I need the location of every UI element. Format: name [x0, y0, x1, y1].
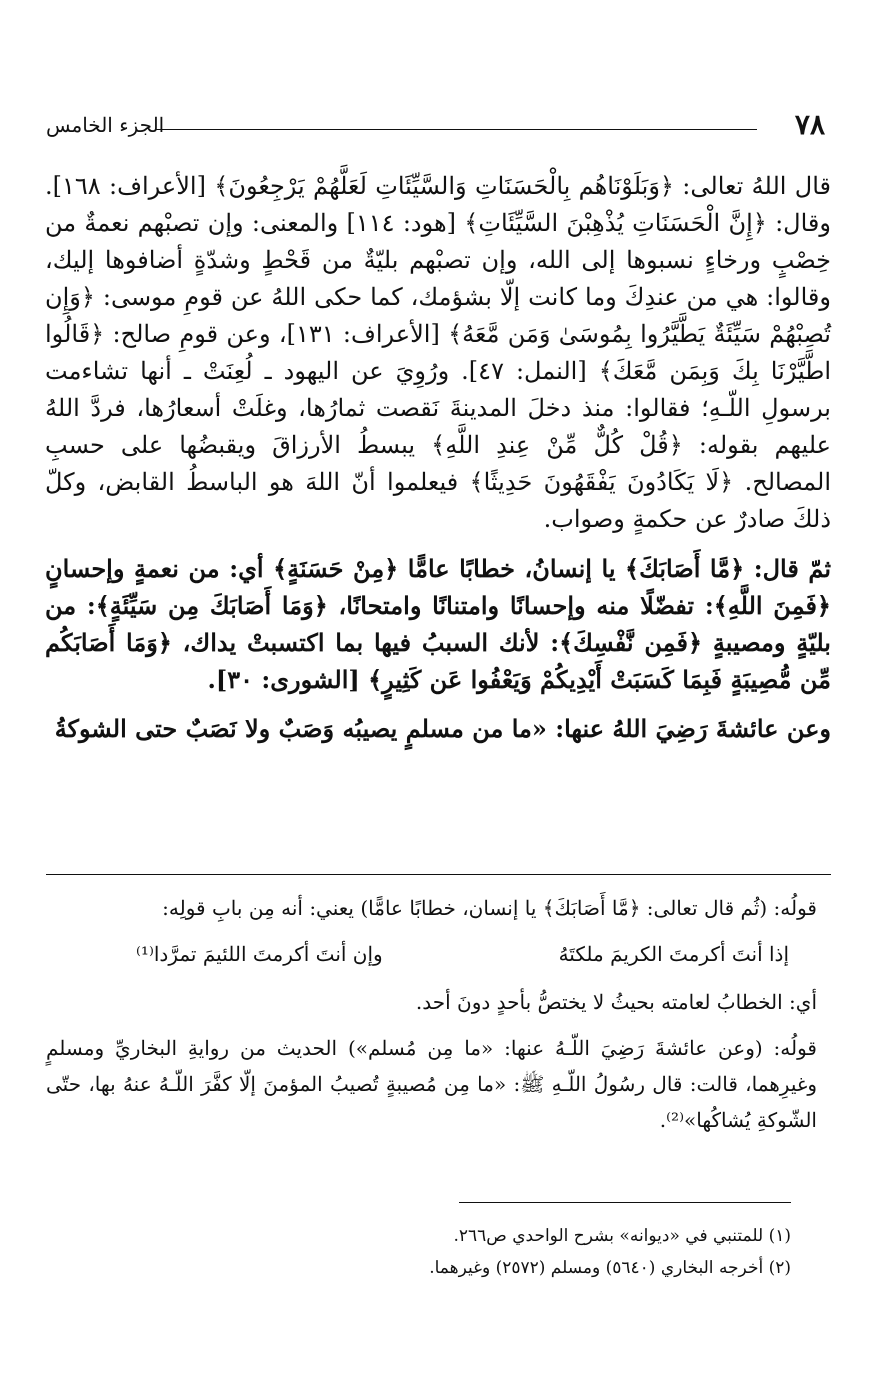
verse-first-hemistich: إذا أنتَ أكرمتَ الكريمَ ملكتَهُ: [558, 942, 789, 966]
commentary-paragraph-1: قولُه: (ثُم قال تعالى: ﴿مَّا أَصَابَكَ﴾ يا إنسان، خطابًا عامًّا) يعني: أنه مِن بابِ قولِه:: [162, 896, 817, 920]
page-header: [46, 108, 825, 142]
footnotes: [46, 1220, 791, 1284]
running-title: الجزء الخامس: [46, 113, 165, 137]
main-paragraph-2: ثمّ قال: ﴿مَّا أَصَابَكَ﴾ يا إنسانُ، خطابًا عامًّا ﴿مِنْ حَسَنَةٍ﴾ أي: من نعمةٍ وإحسانٍ ﴿فَمِنَ اللَّهِ﴾: تفضّلًا منه وإحسانًا وامتنانًا وامتحانًا، ﴿وَمَا أَصَابَكَ مِن سَيِّئَةٍ﴾: من بليّةٍ ومصيبةٍ ﴿فَمِن نَّفْسِكَ﴾: لأنك السببُ فيها بما اكتسبتْ يداك، ﴿وَمَا أَصَابَكُم مِّن مُّصِيبَةٍ فَبِمَا كَسَبَتْ أَيْدِيكُمْ وَيَعْفُوا عَن كَثِيرٍ﴾ [الشورى: ٣٠].: [45, 554, 831, 694]
poetry-verse: [136, 936, 789, 972]
commentary-paragraph-3: قولُه: (وعن عائشةَ رَضِيَ اللّـهُ عنها: «ما مِن مُسلم») الحديث من روايةِ البخاريِّ ومسلمٍ وغيرِهما، قالت: قال رسُولُ اللّـهِ ﷺ: «ما مِن مُصيبةٍ تُصيبُ المؤمنَ إلّا كفَّرَ اللّـهُ عنهُ بها، حتّى الشّوكةِ يُشاكُها»⁽²⁾.: [46, 1036, 817, 1132]
main-paragraph-1: قال اللهُ تعالى: ﴿وَبَلَوْنَاهُم بِالْحَسَنَاتِ وَالسَّيِّئَاتِ لَعَلَّهُمْ يَرْجِعُونَ﴾ [الأعراف: ١٦٨]. وقال: ﴿إِنَّ الْحَسَنَاتِ يُذْهِبْنَ السَّيِّئَاتِ﴾ [هود: ١١٤] والمعنى: وإن تصبْهم نعمةٌ من خِصْبٍ ورخاءٍ نسبوها إلى الله، وإن تصبْهم بليّةٌ من قَحْطٍ وشدّةٍ أضافوها إليك، وقالوا: هي من عندِكَ وما كانت إلّا بشؤمك، كما حكى اللهُ عن قومِ موسى: ﴿وَإِن تُصِبْهُمْ سَيِّئَةٌ يَطَّيَّرُوا بِمُوسَىٰ وَمَن مَّعَهُ﴾ [الأعراف: ١٣١]، وعن قومِ صالح: ﴿قَالُوا اطَّيَّرْنَا بِكَ وَبِمَن مَّعَكَ﴾ [النمل: ٤٧]. ورُوِيَ عن اليهود ـ لُعِنَتْ ـ أنها تشاءمت برسولِ اللّـهِ؛ فقالوا: منذ دخلَ المدينةَ نَقصت ثمارُها، وغلَتْ أسعارُها، فردَّ اللهُ عليهم بقوله: ﴿قُلْ كُلٌّ مِّنْ عِندِ اللَّهِ﴾ يبسطُ الأرزاقَ ويقبضُها على حسبِ المصالح. ﴿لَا يَكَادُونَ يَفْقَهُونَ حَدِيثًا﴾ فيعلموا أنّ اللهَ هو الباسطُ القابض، وكلّ ذلكَ صادرٌ عن حكمةٍ وصواب.: [45, 172, 832, 533]
commentary-paragraph-2: أي: الخطابُ لعامته بحيثُ لا يختصُّ بأحدٍ دونَ أحد.: [415, 990, 817, 1014]
footnote-rule: [459, 1202, 791, 1203]
main-text: [45, 168, 831, 759]
main-paragraph-3: وعن عائشةَ رَضِيَ اللهُ عنها: «ما من مسلمٍ يصيبُه وَصَبٌ ولا نَصَبٌ حتى الشوكةُ: [54, 714, 831, 743]
footnote-2: (٢) أخرجه البخاري (٥٦٤٠) ومسلم (٢٥٧٢) وغيرهما.: [429, 1258, 791, 1278]
commentary: [46, 890, 817, 1148]
page-number: ٧٨: [794, 108, 825, 141]
section-divider: [46, 874, 831, 875]
verse-second-hemistich: وإن أنتَ أكرمتَ اللئيمَ تمرَّدا⁽¹⁾: [136, 942, 383, 966]
footnote-1: (١) للمتنبي في «ديوانه» بشرح الواحدي ص٢٦٦.: [453, 1226, 791, 1246]
header-rule: [156, 129, 757, 130]
